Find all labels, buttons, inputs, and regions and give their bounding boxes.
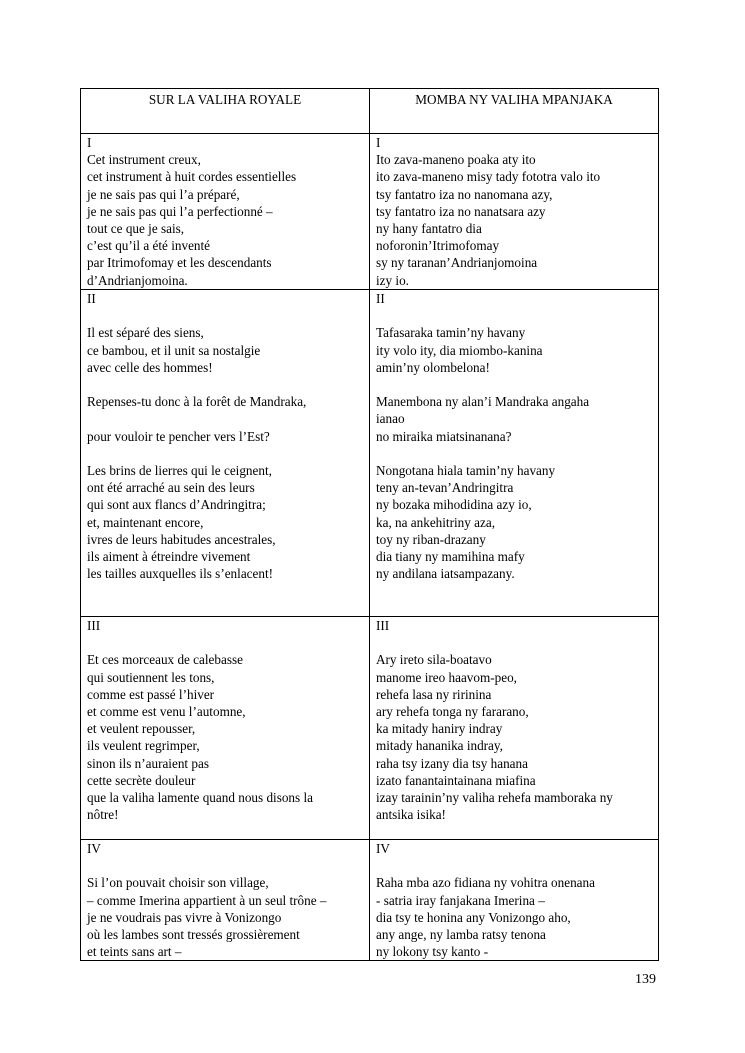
verse-line: IV <box>87 841 101 856</box>
verse-line <box>87 410 363 427</box>
verse-line: et, maintenant encore, <box>87 514 204 530</box>
verse-line: izay tarainin’ny valiha rehefa mamboraka ny <box>376 790 613 806</box>
stanza-french <box>81 617 370 840</box>
verse-line <box>87 445 363 462</box>
verse-line: III <box>376 618 390 633</box>
verse-line: Et ces morceaux de calebasse <box>87 652 243 668</box>
verse-line: I <box>376 135 381 150</box>
verse-line: d’Andrianjomoina. <box>87 272 188 288</box>
verse-line: amin’ny olombelona! <box>376 359 490 375</box>
verse-line <box>87 857 363 874</box>
verse-line: où les lambes sont tressés grossièrement <box>87 927 300 942</box>
header-malagasy: MOMBA NY VALIHA MPANJAKA <box>370 89 659 134</box>
verse-line: antsika isika! <box>376 807 446 823</box>
verse-line: pour vouloir te pencher vers l’Est? <box>87 428 270 444</box>
verse-line: sinon ils n’auraient pas <box>87 755 209 771</box>
verse-line: cette secrète douleur <box>87 772 196 788</box>
verse-line <box>87 376 363 393</box>
verse-line: raha tsy izany dia tsy hanana <box>376 755 528 771</box>
verse-line: ka, na ankehitriny aza, <box>376 514 495 530</box>
verse-line: tsy fantatro iza no nanatsara azy <box>376 203 546 219</box>
stanza-french <box>81 840 370 961</box>
verse-line: ce bambou, et il unit sa nostalgie <box>87 342 261 358</box>
verse-line: Ito zava-maneno poaka aty ito <box>376 152 536 168</box>
verse-line: je ne sais pas qui l’a perfectionné – <box>87 203 273 219</box>
stanza-malagasy <box>370 840 659 961</box>
stanza-malagasy <box>370 617 659 840</box>
verse-line: avec celle des hommes! <box>87 359 213 375</box>
table-row <box>81 290 659 617</box>
verse-line <box>376 634 652 651</box>
verse-line: izato fanantaintainana miafina <box>376 772 536 788</box>
verse-line: rehefa lasa ny ririnina <box>376 686 492 702</box>
verse-line: que la valiha lamente quand nous disons la <box>87 790 313 806</box>
verse-line: Nongotana hiala tamin’ny havany <box>376 462 556 478</box>
verse-line: ny bozaka mihodidina azy io, <box>376 497 532 513</box>
verse-line: ity volo ity, dia miombo-kanina <box>376 342 543 358</box>
verse-line: Cet instrument creux, <box>87 152 201 168</box>
verse-line: nôtre! <box>87 807 119 823</box>
verse-line: comme est passé l’hiver <box>87 686 215 702</box>
verse-line: Raha mba azo fidiana ny vohitra onenana <box>376 875 595 891</box>
verse-line: any ange, ny lamba ratsy tenona <box>376 927 546 942</box>
verse-line: Les brins de lierres qui le ceignent, <box>87 462 272 478</box>
verse-line: et teints sans art – <box>87 944 182 960</box>
verse-line: teny an-tevan’Andringitra <box>376 480 514 496</box>
verse-line: ary rehefa tonga ny fararano, <box>376 704 529 719</box>
stanza-malagasy <box>370 290 659 617</box>
verse-line: manome ireo haavom-peo, <box>376 669 517 685</box>
verse-line: par Itrimofomay et les descendants <box>87 255 272 271</box>
verse-line: mitady hananika indray, <box>376 738 503 754</box>
verse-line: sy ny taranan’Andrianjomoina <box>376 255 538 271</box>
verse-line: dia tsy te honina any Vonizongo aho, <box>376 909 571 925</box>
verse-line: ny hany fantatro dia <box>376 221 482 237</box>
verse-line: et comme est venu l’automne, <box>87 704 246 719</box>
stanza-french <box>81 290 370 617</box>
verse-line: cet instrument à huit cordes essentielles <box>87 169 297 185</box>
verse-line: Repenses-tu donc à la forêt de Mandraka, <box>87 394 307 410</box>
verse-line: no miraika miatsinanana? <box>376 428 512 444</box>
verse-line: qui soutiennent les tons, <box>87 669 215 685</box>
verse-line: qui sont aux flancs d’Andringitra; <box>87 497 266 513</box>
verse-line <box>87 634 363 651</box>
header-french: SUR LA VALIHA ROYALE <box>81 89 370 134</box>
verse-line: II <box>376 291 385 306</box>
table-header-row <box>81 89 659 134</box>
verse-line <box>87 307 363 324</box>
verse-line: Manembona ny alan’i Mandraka angaha <box>376 394 590 410</box>
stanza-french <box>81 134 370 290</box>
verse-line: c’est qu’il a été inventé <box>87 238 211 254</box>
verse-line: ils aiment à étreindre vivement <box>87 548 251 564</box>
verse-line: ianao <box>376 411 405 427</box>
verse-line <box>376 857 652 874</box>
verse-line: I <box>87 135 92 150</box>
verse-line: ny lokony tsy kanto - <box>376 944 489 960</box>
verse-line: – comme Imerina appartient à un seul trône – <box>87 892 327 908</box>
verse-line: les tailles auxquelles ils s’enlacent! <box>87 566 274 582</box>
verse-line: tout ce que je sais, <box>87 221 185 237</box>
verse-line: Il est séparé des siens, <box>87 325 204 341</box>
verse-line: izy io. <box>376 272 409 288</box>
verse-line: ka mitady haniry indray <box>376 721 503 737</box>
verse-line: je ne sais pas qui l’a préparé, <box>87 186 240 202</box>
table-row <box>81 134 659 290</box>
verse-line: toy ny riban-drazany <box>376 531 486 547</box>
verse-line: IV <box>376 841 390 856</box>
verse-line: Ary ireto sila-boatavo <box>376 652 492 668</box>
verse-line: noforonin’Itrimofomay <box>376 238 500 254</box>
verse-line: II <box>87 291 96 306</box>
verse-line <box>376 376 652 393</box>
verse-line: ils veulent regrimper, <box>87 738 200 754</box>
verse-line: tsy fantatro iza no nanomana azy, <box>376 186 553 202</box>
stanza-malagasy <box>370 134 659 290</box>
verse-line: Si l’on pouvait choisir son village, <box>87 875 269 891</box>
verse-line: III <box>87 618 101 633</box>
table-row <box>81 617 659 840</box>
verse-line <box>376 307 652 324</box>
verse-line: ito zava-maneno misy tady fototra valo ito <box>376 169 601 185</box>
verse-line: ivres de leurs habitudes ancestrales, <box>87 531 276 547</box>
verse-line: ont été arraché au sein des leurs <box>87 480 255 496</box>
verse-line: Tafasaraka tamin’ny havany <box>376 325 526 341</box>
verse-line: ny andilana iatsampazany. <box>376 566 515 582</box>
verse-line: dia tiany ny mamihina mafy <box>376 549 525 564</box>
table-row <box>81 840 659 961</box>
verse-line: - satria iray fanjakana Imerina – <box>376 892 545 908</box>
verse-line: je ne voudrais pas vivre à Vonizongo <box>87 909 282 925</box>
bilingual-poem-table <box>80 88 659 961</box>
verse-line: et veulent repousser, <box>87 721 196 737</box>
page-number: 139 <box>635 972 656 987</box>
verse-line <box>376 445 652 462</box>
